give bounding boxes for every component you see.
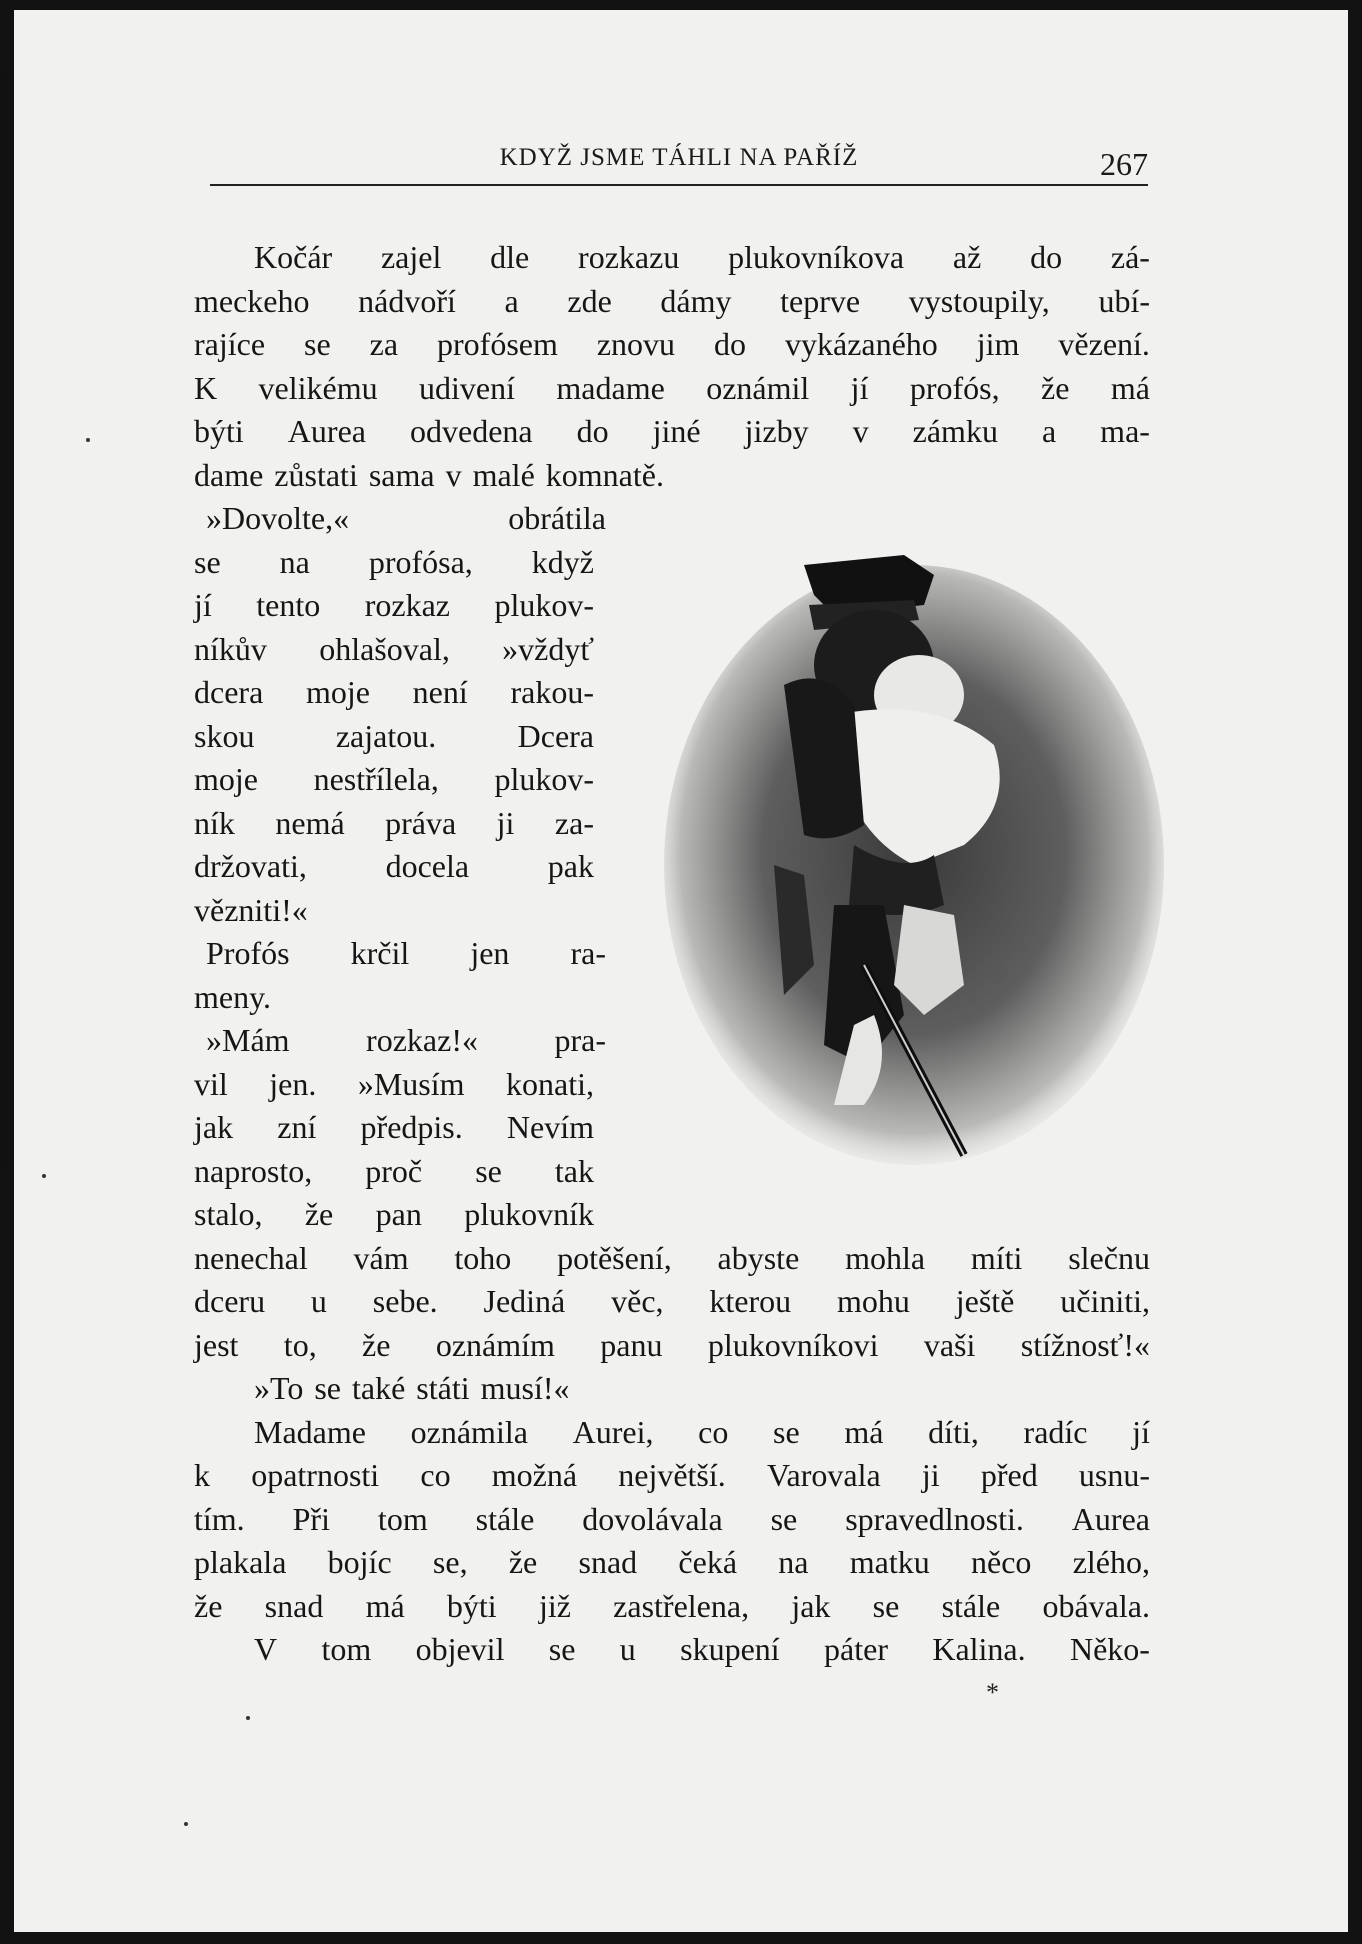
scan-speck [86,438,90,442]
footnote-mark: * [986,1678,999,1707]
text-line: Madame oznámila Aurei, co se má díti, radíc jí [254,1413,1150,1450]
text-line: V tom objevil se u skupení páter Kalina. Něko- [254,1631,1150,1667]
text-line: jest to, že oznámím panu plukovníkovi vaši stížnosť!« [194,1326,1150,1363]
running-header [210,136,1148,186]
text-line: tím. Při tom stále dovolávala se spravedlnosti. Aurea [194,1500,1150,1537]
scan-gutter-edge [0,70,8,1170]
text-line: Profós krčil jen ra- [206,935,606,971]
text-line: že snad má býti již zastřelena, jak se stále obávala. [194,1587,1150,1624]
text-line: K velikému udivení madame oznámil jí profós, že má [194,369,1150,406]
text-line: dceru u sebe. Jediná věc, kterou mohu ještě učiniti, [194,1283,1150,1319]
running-title: KDYŽ JSME TÁHLI NA PAŘÍŽ [499,144,859,171]
text-line: »Mám rozkaz!« pra- [206,1022,606,1058]
soldier-illustration [634,545,1194,1185]
text-line: se na profósa, když [194,543,594,580]
text-line: rajíce se za profósem znovu do vykázaného jim vězení. [194,326,1150,362]
text-line: držovati, docela pak [194,848,594,884]
text-line: meny. [194,978,272,1015]
text-line: jak zní předpis. Nevím [194,1109,594,1145]
scan-speck [42,1174,46,1178]
text-line: býti Aurea odvedena do jiné jizby v zámku a ma- [194,413,1150,449]
text-line: skou zajatou. Dcera [194,717,594,754]
page-number: 267 [1100,146,1148,182]
text-line: dame zůstati sama v malé komnatě. [194,456,664,493]
text-line: vil jen. »Musím konati, [194,1065,594,1102]
text-line: plakala bojíc se, že snad čeká na matku něco zlého, [194,1544,1150,1580]
book-page [14,10,1348,1932]
text-line: naprosto, proč se tak [194,1152,594,1189]
text-line: moje nestřílela, plukov- [194,761,594,797]
text-line: ník nemá práva ji za- [194,804,594,841]
text-line: »To se také státi musí!« [254,1370,570,1406]
scan-speck [246,1716,250,1720]
text-line: k opatrnosti co možná největší. Varovala ji před usnu- [194,1457,1150,1493]
scan-speck [184,1822,188,1826]
text-line: níkův ohlašoval, »vždyť [194,630,594,667]
text-line: jí tento rozkaz plukov- [194,587,594,623]
header-rule [210,184,1148,186]
text-line: Kočár zajel dle rozkazu plukovníkova až do zá- [254,239,1150,275]
text-line: vězniti!« [194,891,308,928]
text-line: meckeho nádvoří a zde dámy teprve vystoupily, ubí- [194,282,1150,319]
text-line: stalo, že pan plukovník [194,1196,594,1232]
text-line: nenechal vám toho potěšení, abyste mohla míti slečnu [194,1239,1150,1276]
text-line: »Dovolte,« obrátila [206,500,606,536]
text-line: dcera moje není rakou- [194,674,594,710]
